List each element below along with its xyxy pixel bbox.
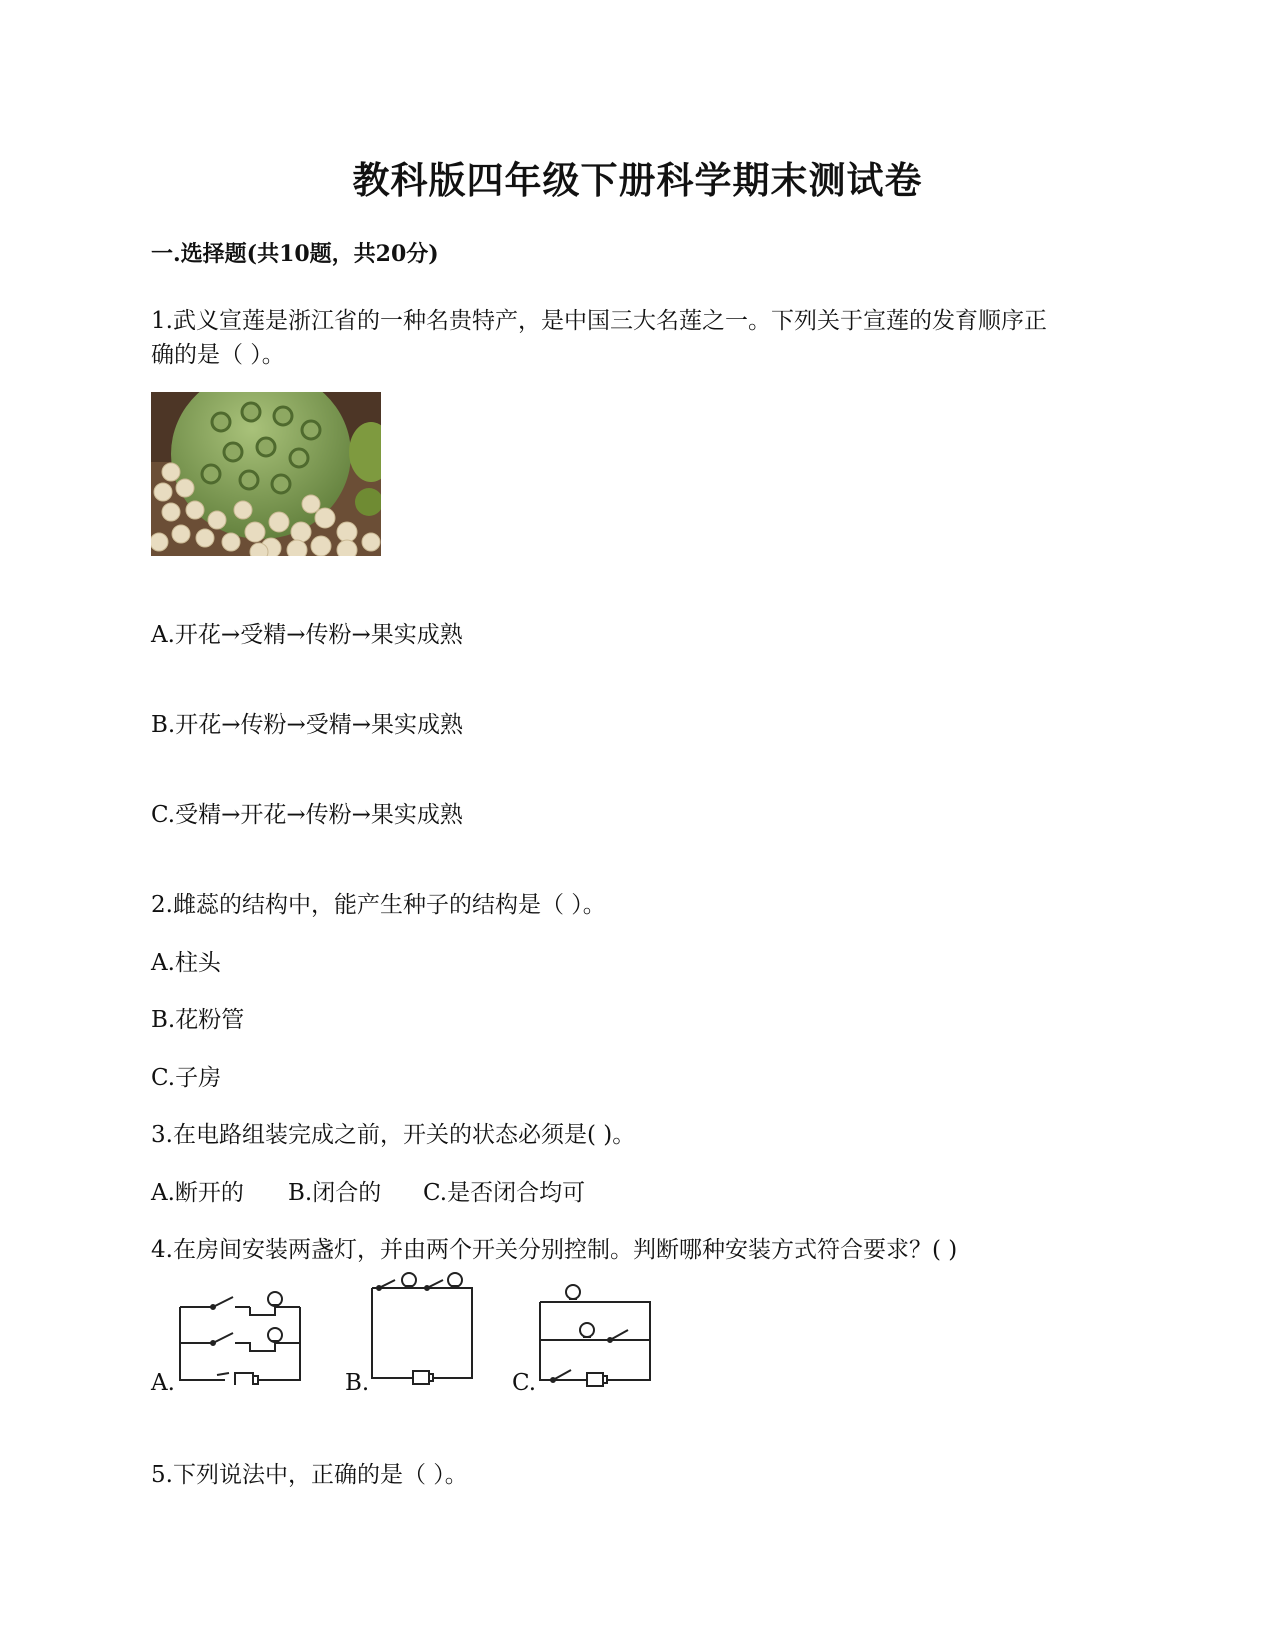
circuit-diagram-a: [175, 1285, 305, 1385]
question-1-option-b: B.开花→传粉→受精→果实成熟: [151, 712, 464, 738]
page-title: 教科版四年级下册科学期末测试卷: [352, 158, 923, 202]
question-4-option-c-label: C.: [512, 1370, 537, 1396]
circuit-diagram-b: [367, 1270, 477, 1385]
question-3-option-a: A.断开的: [151, 1180, 244, 1206]
question-1-stem-line2: 确的是（ ）。: [151, 342, 285, 368]
question-1-option-c: C.受精→开花→传粉→果实成熟: [151, 802, 463, 828]
circuit-diagram-c: [535, 1282, 655, 1387]
section-heading: 一.选择题(共10题，共20分): [151, 241, 439, 267]
question-4-option-b-label: B.: [345, 1370, 370, 1396]
question-2-option-b: B.花粉管: [151, 1007, 245, 1033]
question-3-stem: 3.在电路组装完成之前，开关的状态必须是( )。: [151, 1122, 636, 1148]
question-1-option-a: A.开花→受精→传粉→果实成熟: [151, 622, 463, 648]
question-5-stem: 5.下列说法中，正确的是（ ）。: [151, 1462, 468, 1488]
question-3-option-b: B.闭合的: [288, 1180, 382, 1206]
question-2-option-c: C.子房: [151, 1065, 222, 1091]
question-1-stem-line1: 1.武义宣莲是浙江省的一种名贵特产，是中国三大名莲之一。下列关于宣莲的发育顺序正: [151, 308, 1047, 334]
question-3-option-c: C.是否闭合均可: [423, 1180, 586, 1206]
question-2-option-a: A.柱头: [151, 950, 221, 976]
question-4-stem: 4.在房间安装两盏灯，并由两个开关分别控制。判断哪种安装方式符合要求？( ): [151, 1237, 958, 1263]
lotus-seed-photo: [151, 392, 381, 556]
question-4-option-a-label: A.: [151, 1370, 175, 1396]
question-2-stem: 2.雌蕊的结构中，能产生种子的结构是（ ）。: [151, 892, 606, 918]
